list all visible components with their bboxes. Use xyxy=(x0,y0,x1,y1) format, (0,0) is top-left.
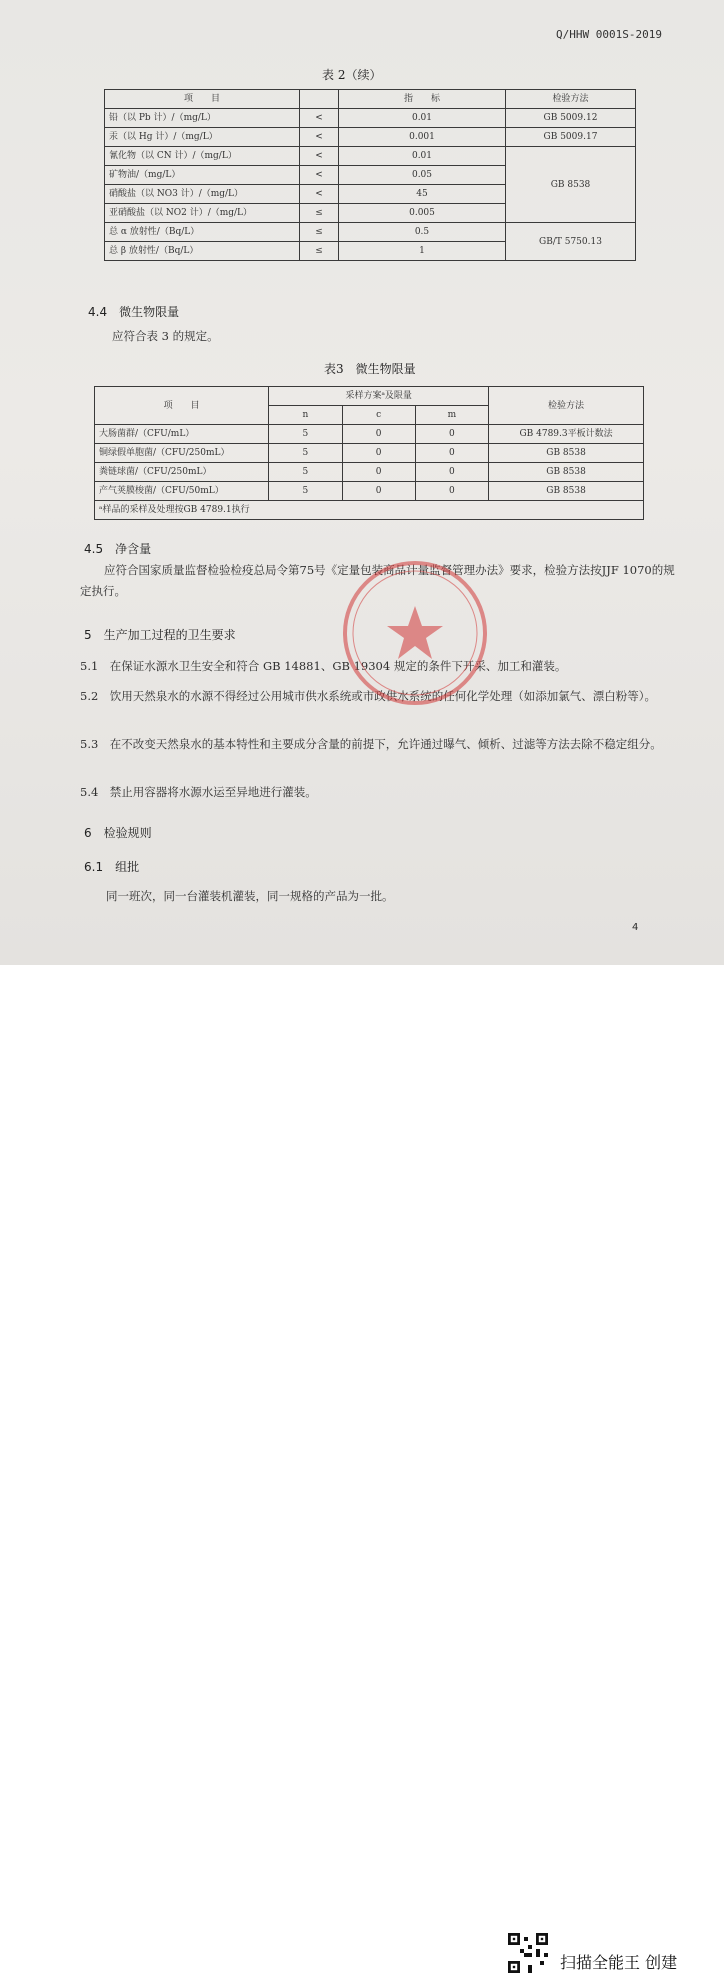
table2-header-op xyxy=(300,90,339,109)
row-item: 矿物油/（mg/L） xyxy=(105,166,300,185)
row-value: 0.5 xyxy=(339,223,506,242)
table-row xyxy=(95,463,644,482)
row-method: GB 5009.17 xyxy=(506,128,636,147)
scanned-page xyxy=(0,0,724,965)
row-op: < xyxy=(300,147,339,166)
table3-footnote-row xyxy=(95,501,644,520)
row-op: ≤ xyxy=(300,223,339,242)
row-op: ≤ xyxy=(300,242,339,261)
section-6-title: 6 检验规则 xyxy=(84,826,152,840)
row-op: < xyxy=(300,109,339,128)
row-item: 粪链球菌/（CFU/250mL） xyxy=(95,463,269,482)
row-method: GB 8538 xyxy=(489,482,644,501)
section-6-1-title: 6.1 组批 xyxy=(84,860,140,874)
table3-header-m: m xyxy=(415,406,488,425)
section-4-4-title: 4.4 微生物限量 xyxy=(88,305,180,319)
table3-header-c: c xyxy=(342,406,415,425)
row-n: 5 xyxy=(269,463,342,482)
row-value: 0.05 xyxy=(339,166,506,185)
section-5-1: 5.1 在保证水源水卫生安全和符合 GB 14881、GB 19304 规定的条件下开采、加工和灌装。 xyxy=(80,659,567,673)
row-op: ≤ xyxy=(300,204,339,223)
table3-header-item: 项 目 xyxy=(95,387,269,425)
row-method: GB 5009.12 xyxy=(506,109,636,128)
row-op: < xyxy=(300,166,339,185)
row-n: 5 xyxy=(269,425,342,444)
row-item: 汞（以 Hg 计）/（mg/L） xyxy=(105,128,300,147)
table-row xyxy=(105,109,636,128)
row-method: GB 8538 xyxy=(506,147,636,223)
section-4-4-text: 应符合表 3 的规定。 xyxy=(112,329,219,343)
company-seal-stamp xyxy=(340,558,490,708)
table3-header-plan: 采样方案ᵃ及限量 xyxy=(269,387,489,406)
table2-header-item: 项 目 xyxy=(105,90,300,109)
row-method: GB 4789.3平板计数法 xyxy=(489,425,644,444)
scanner-footer xyxy=(0,965,724,1972)
table3 xyxy=(94,386,644,520)
row-item: 产气荚膜梭菌/（CFU/50mL） xyxy=(95,482,269,501)
row-method: GB 8538 xyxy=(489,444,644,463)
table3-header-row xyxy=(95,387,644,406)
row-value: 1 xyxy=(339,242,506,261)
row-item: 总 α 放射性/（Bq/L） xyxy=(105,223,300,242)
row-item: 大肠菌群/（CFU/mL） xyxy=(95,425,269,444)
row-c: 0 xyxy=(342,482,415,501)
row-method: GB 8538 xyxy=(489,463,644,482)
section-5-title: 5 生产加工过程的卫生要求 xyxy=(84,628,236,642)
row-n: 5 xyxy=(269,482,342,501)
row-op: < xyxy=(300,128,339,147)
row-value: 0.01 xyxy=(339,109,506,128)
qr-code-icon xyxy=(508,1933,548,1973)
row-m: 0 xyxy=(415,463,488,482)
table2-caption: 表 2（续） xyxy=(322,68,382,82)
row-value: 0.01 xyxy=(339,147,506,166)
section-5-2: 5.2 饮用天然泉水的水源不得经过公用城市供水系统或市政供水系统的任何化学处理（如添加氯气、漂白粉等）。 xyxy=(80,689,657,703)
page-number: 4 xyxy=(632,922,639,933)
row-item: 硝酸盐（以 NO3 计）/（mg/L） xyxy=(105,185,300,204)
row-item: 总 β 放射性/（Bq/L） xyxy=(105,242,300,261)
row-item: 铜绿假单胞菌/（CFU/250mL） xyxy=(95,444,269,463)
section-5-4: 5.4 禁止用容器将水源水运至异地进行灌装。 xyxy=(80,785,317,799)
row-c: 0 xyxy=(342,425,415,444)
table-row xyxy=(105,147,636,166)
row-item: 铅（以 Pb 计）/（mg/L） xyxy=(105,109,300,128)
table-row xyxy=(105,223,636,242)
row-op: < xyxy=(300,185,339,204)
table3-header-n: n xyxy=(269,406,342,425)
table2-header-method: 检验方法 xyxy=(506,90,636,109)
table-row xyxy=(95,482,644,501)
table2 xyxy=(104,89,636,261)
table2-header-value: 指 标 xyxy=(339,90,506,109)
table-row xyxy=(95,444,644,463)
document-code: Q/HHW 0001S-2019 xyxy=(556,28,662,41)
row-value: 0.001 xyxy=(339,128,506,147)
table3-footnote: ᵃ样品的采样及处理按GB 4789.1执行 xyxy=(95,501,644,520)
row-item: 亚硝酸盐（以 NO2 计）/（mg/L） xyxy=(105,204,300,223)
row-method: GB/T 5750.13 xyxy=(506,223,636,261)
row-c: 0 xyxy=(342,463,415,482)
row-item: 氰化物（以 CN 计）/（mg/L） xyxy=(105,147,300,166)
row-m: 0 xyxy=(415,482,488,501)
table3-caption: 表3 微生物限量 xyxy=(324,362,416,376)
section-6-1-text: 同一班次，同一台灌装机灌装，同一规格的产品为一批。 xyxy=(106,889,394,903)
scanner-brand-label: 扫描全能王 创建 xyxy=(560,1953,678,1972)
row-n: 5 xyxy=(269,444,342,463)
row-c: 0 xyxy=(342,444,415,463)
row-value: 45 xyxy=(339,185,506,204)
row-m: 0 xyxy=(415,444,488,463)
table2-header-row xyxy=(105,90,636,109)
table-row xyxy=(105,128,636,147)
table-row xyxy=(95,425,644,444)
section-4-5-title: 4.5 净含量 xyxy=(84,542,152,556)
section-4-5-text: 应符合国家质量监督检验检疫总局令第75号《定量包装商品计量监督管理办法》要求，检验方法按JJF 1070的规定执行。 xyxy=(80,563,675,598)
row-value: 0.005 xyxy=(339,204,506,223)
section-5-3: 5.3 在不改变天然泉水的基本特性和主要成分含量的前提下，允许通过曝气、倾析、过滤等方法去除不稳定组分。 xyxy=(80,737,662,751)
row-m: 0 xyxy=(415,425,488,444)
table3-header-method: 检验方法 xyxy=(489,387,644,425)
